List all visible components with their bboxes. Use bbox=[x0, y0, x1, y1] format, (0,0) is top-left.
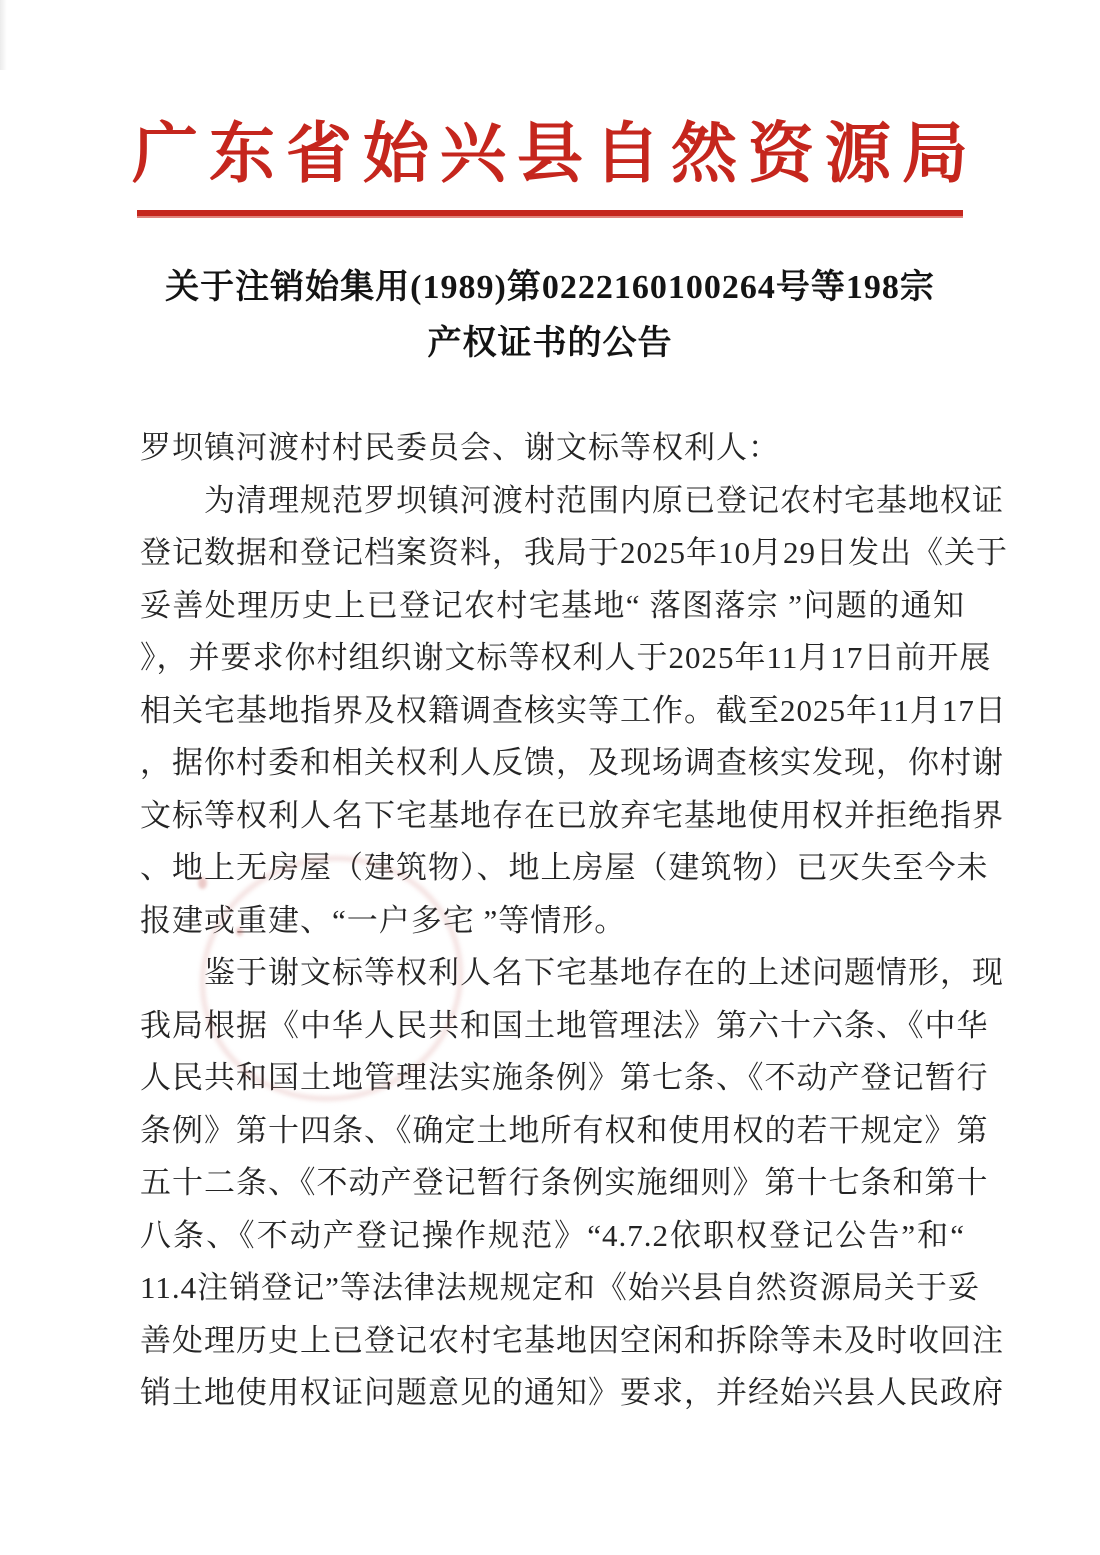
body-line: 相关宅基地指界及权籍调查核实等工作。截至2025年11月17日 bbox=[140, 692, 1007, 728]
body-line: 为清理规范罗坝镇河渡村范围内原已登记农村宅基地权证 bbox=[140, 482, 1004, 518]
body-line: 文标等权利人名下宅基地存在已放弃宅基地使用权并拒绝指界 bbox=[140, 797, 1004, 833]
body-line: 人民共和国土地管理法实施条例》第七条、《不动产登记暂行 bbox=[140, 1060, 989, 1095]
document-title-line1: 关于注销始集用(1989)第0222160100264号等198宗 bbox=[165, 269, 935, 306]
body-line: 报建或重建、“一户多宅 ”等情形。 bbox=[140, 902, 627, 938]
scan-edge-artifact bbox=[0, 0, 7, 70]
body-line: 11.4注销登记”等法律法规规定和《始兴县自然资源局关于妥 bbox=[140, 1270, 980, 1305]
announcement-body bbox=[140, 422, 1008, 1420]
letterhead-divider-rule bbox=[137, 210, 963, 218]
body-line: 》，并要求你村组织谢文标等权利人于2025年11月17日前开展 bbox=[140, 640, 992, 675]
salutation-line: 罗坝镇河渡村村民委员会、谢文标等权利人： bbox=[140, 430, 780, 465]
body-line: 条例》第十四条、《确定土地所有权和使用权的若干规定》第 bbox=[140, 1112, 989, 1148]
body-line: 善处理历史上已登记农村宅基地因空闲和拆除等未及时收回注 bbox=[140, 1322, 1004, 1358]
body-line: 妥善处理历史上已登记农村宅基地“ 落图落宗 ”问题的通知 bbox=[140, 587, 965, 623]
document-title-line2: 产权证书的公告 bbox=[427, 325, 673, 362]
body-line: 八条、《不动产登记操作规范》“4.7.2依职权登记公告”和“ bbox=[140, 1217, 965, 1253]
body-line: 销土地使用权证问题意见的通知》要求，并经始兴县人民政府 bbox=[140, 1375, 1004, 1410]
agency-name: 广东省始兴县自然资源局 bbox=[132, 118, 979, 191]
body-line: 我局根据《中华人民共和国土地管理法》第六十六条、《中华 bbox=[140, 1007, 989, 1043]
body-line: ，据你村委和相关权利人反馈，及现场调查核实发现，你村谢 bbox=[140, 745, 1004, 780]
document-title bbox=[0, 260, 1100, 372]
body-line: 登记数据和登记档案资料，我局于2025年10月29日发出《关于 bbox=[140, 535, 1008, 570]
body-line: 、地上无房屋（建筑物）、地上房屋（建筑物）已灭失至今未 bbox=[140, 850, 989, 885]
letterhead bbox=[0, 0, 1100, 218]
body-line: 鉴于谢文标等权利人名下宅基地存在的上述问题情形，现 bbox=[140, 955, 1004, 990]
body-line: 五十二条、《不动产登记暂行条例实施细则》第十七条和第十 bbox=[140, 1165, 989, 1200]
